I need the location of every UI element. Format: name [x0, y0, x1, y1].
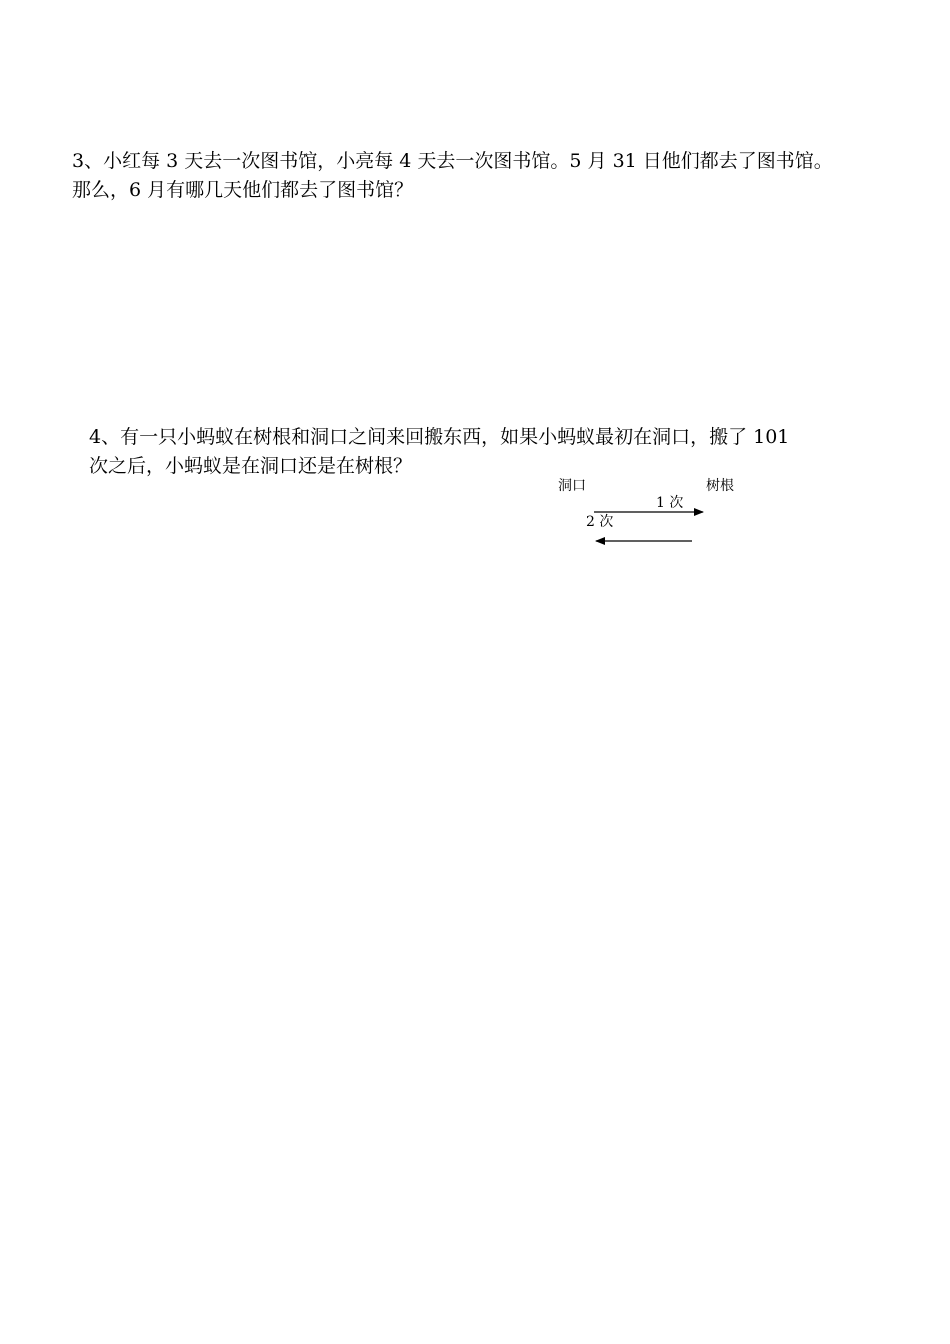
- ant-path-diagram: [540, 470, 760, 560]
- ant-path-diagram-svg: [540, 470, 760, 560]
- trip-2-label: 2 次: [586, 514, 614, 530]
- question-4-line-2: 次之后，小蚂蚁是在洞口还是在树根？: [89, 455, 413, 477]
- question-3-line-1: 3、小红每 3 天去一次图书馆，小亮每 4 天去一次图书馆。5 月 31 日他们都去了图书馆。: [72, 150, 833, 172]
- hole-entrance-label: 洞口: [558, 478, 586, 494]
- question-4-line-1: 4、有一只小蚂蚁在树根和洞口之间来回搬东西，如果小蚂蚁最初在洞口，搬了 101: [89, 426, 790, 448]
- question-3-line-2: 那么，6 月有哪几天他们都去了图书馆？: [72, 179, 414, 201]
- question-3: [72, 147, 833, 205]
- trip-1-label: 1 次: [656, 495, 684, 511]
- tree-root-label: 树根: [706, 478, 734, 494]
